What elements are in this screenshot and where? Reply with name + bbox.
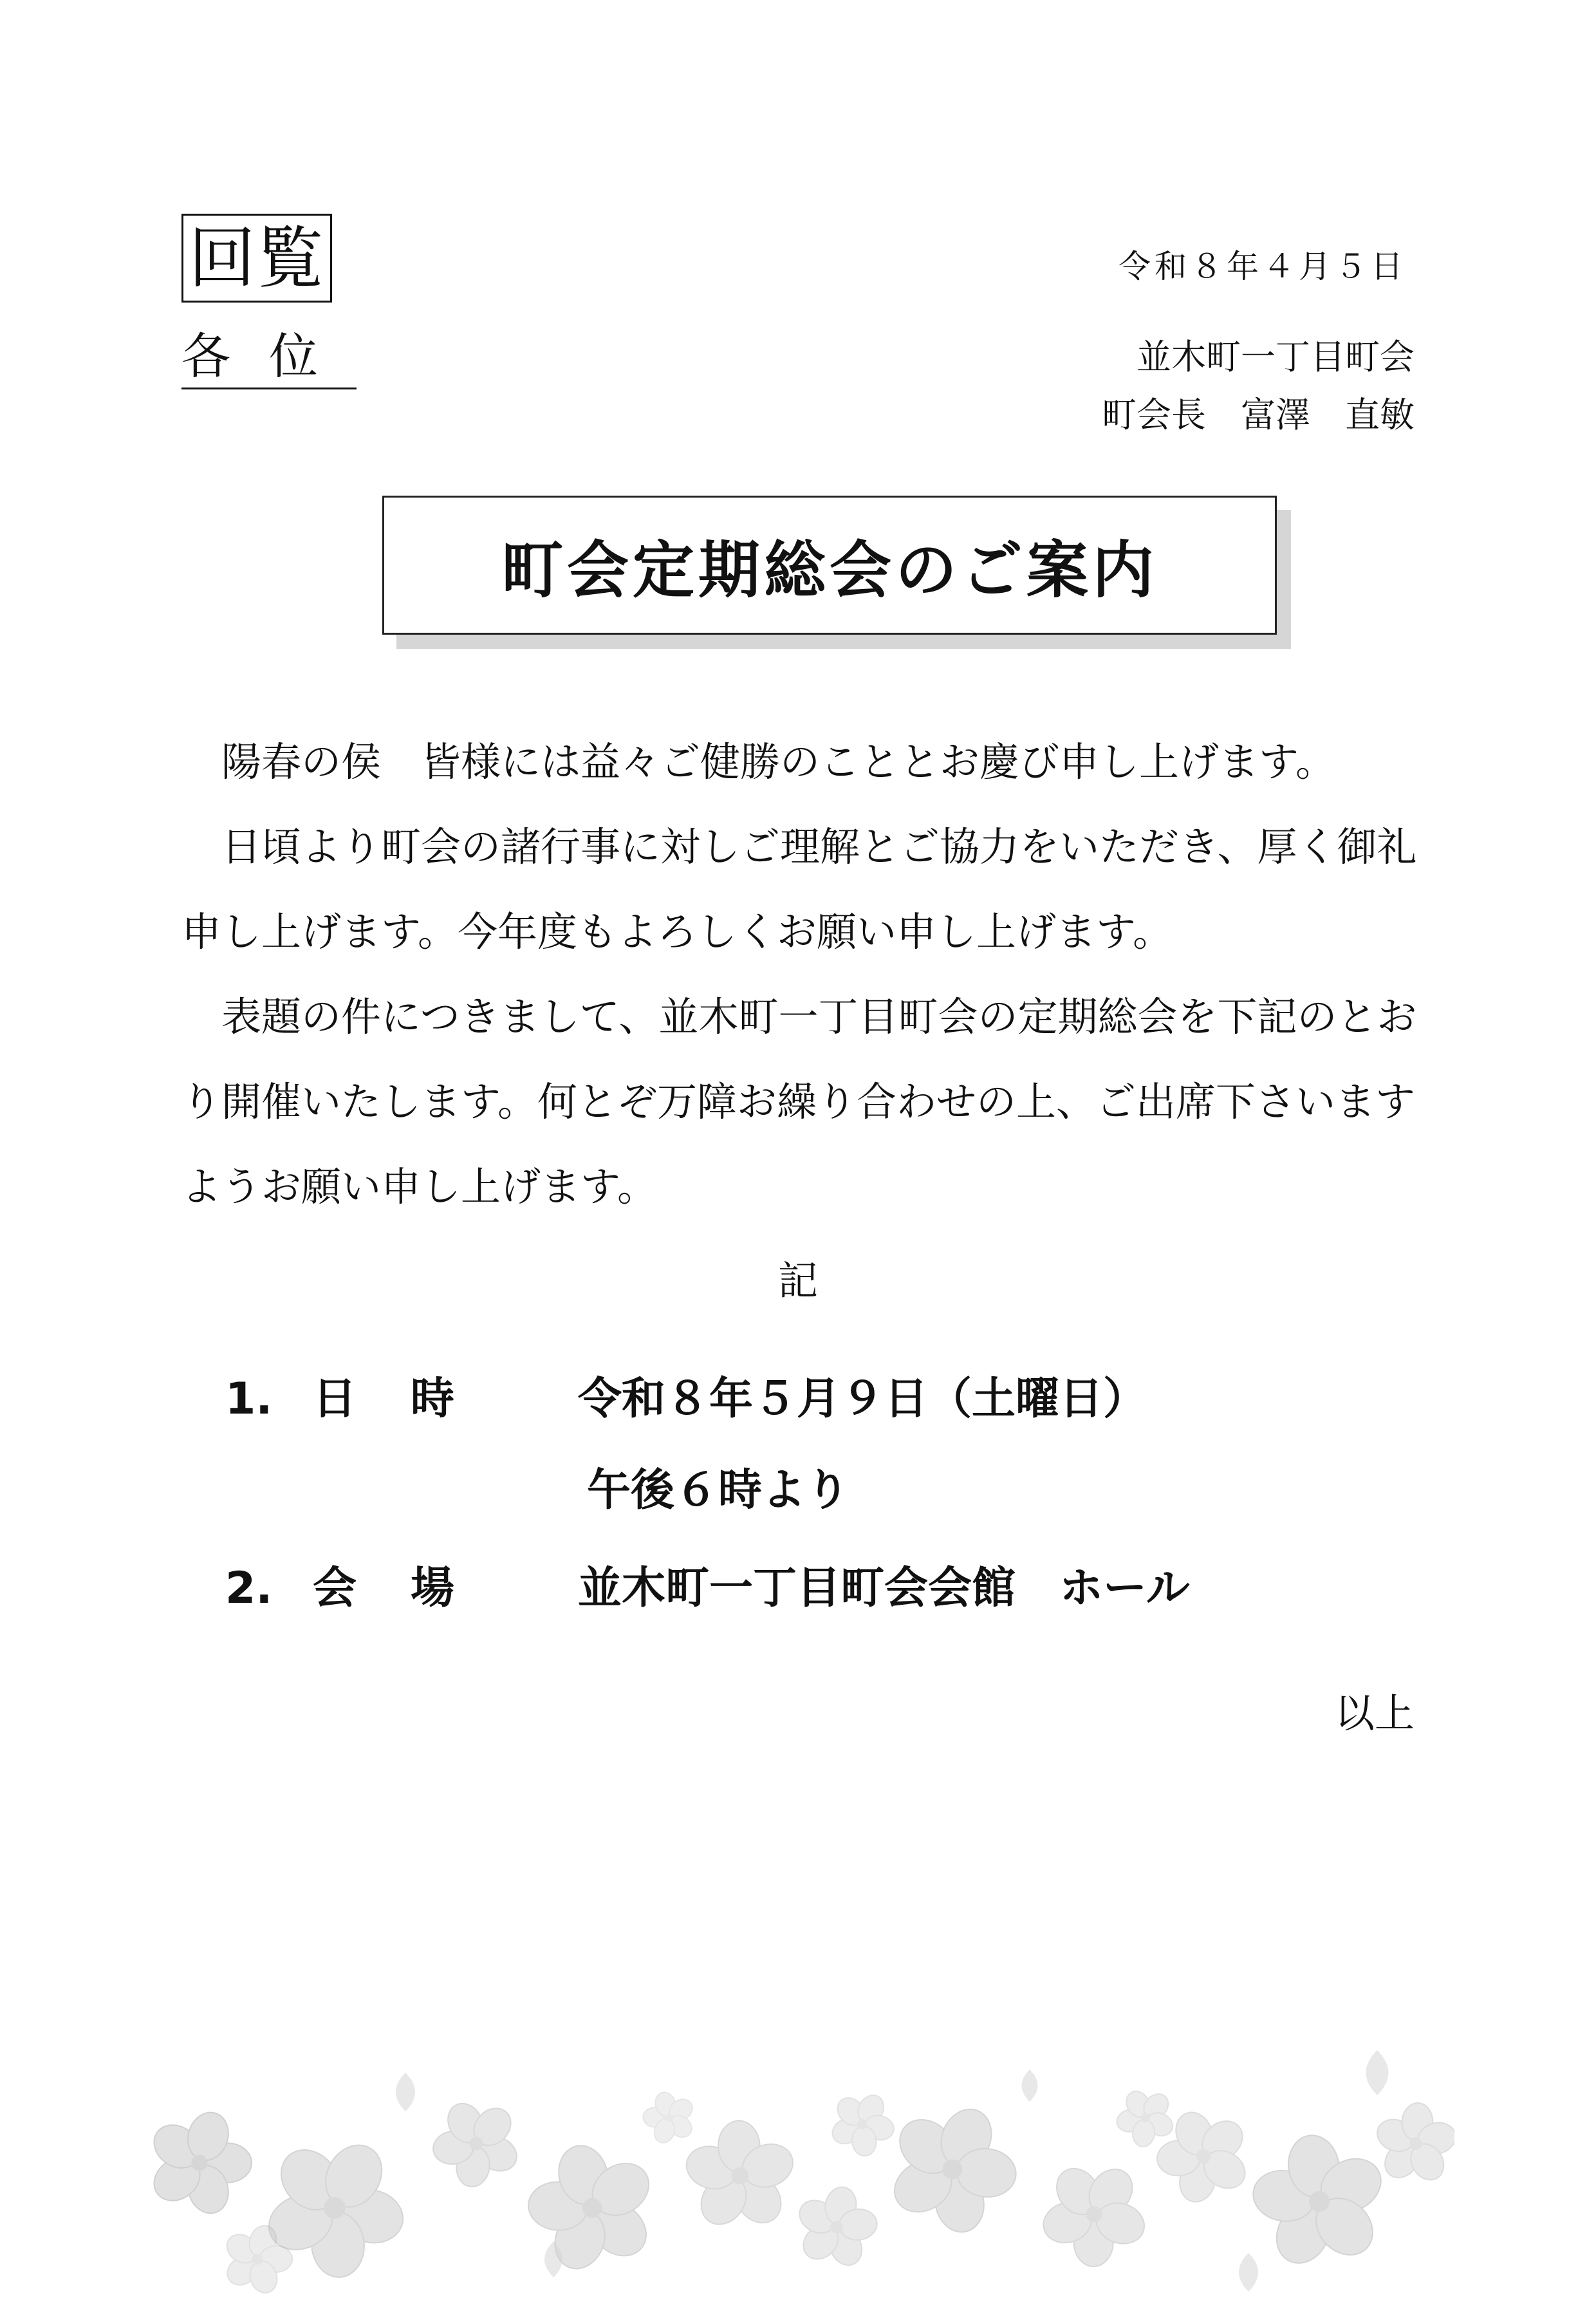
paragraph-thanks: 日頃より町会の諸行事に対しご理解とご協力をいただき、厚く御礼申し上げます。今年度もよろしくお願い申し上げます。 bbox=[181, 823, 1417, 955]
organization-name: 並木町一丁目町会 bbox=[1137, 337, 1415, 377]
president-name: 町会長 富澤 直敏 bbox=[1102, 395, 1415, 435]
blossom-12 bbox=[828, 2091, 896, 2157]
leaf-1 bbox=[1022, 2069, 1038, 2102]
blossom-6 bbox=[886, 2101, 1019, 2236]
closing-word: 以上 bbox=[1334, 1690, 1415, 1737]
document-title: 町会定期総会のご案内 bbox=[501, 534, 1158, 606]
blossom-13 bbox=[1115, 2087, 1176, 2147]
blossom-14 bbox=[643, 2090, 696, 2145]
blossom-5 bbox=[793, 2185, 878, 2271]
circulation-stamp: 回覧 bbox=[181, 214, 332, 303]
item-1-time: 午後６時より bbox=[587, 1465, 850, 1516]
item-2-value: 並木町一丁目町会会館 ホール bbox=[578, 1563, 1190, 1614]
item-1-label: 日時 bbox=[313, 1374, 509, 1425]
blossom-9 bbox=[1250, 2132, 1390, 2272]
title-box bbox=[382, 496, 1277, 635]
ki-heading: 記 bbox=[777, 1257, 818, 1304]
item-2-label: 会場 bbox=[313, 1563, 509, 1614]
item-1-number: 1. bbox=[225, 1374, 273, 1425]
blossom-10 bbox=[1373, 2102, 1454, 2186]
cherry-blossom-decoration bbox=[142, 2015, 1454, 2298]
paragraph-greeting: 陽春の侯 皆様には益々ご健勝のこととお慶び申し上げます。 bbox=[221, 738, 1336, 785]
leaf-2 bbox=[1366, 2050, 1389, 2095]
paragraph-announcement: 表題の件につきまして、並木町一丁目町会の定期総会を下記のとおり開催いたします。何とぞ万障お繰り合わせの上、ご出席下さいますようお願い申し上げます。 bbox=[181, 993, 1417, 1210]
blossom-2 bbox=[431, 2097, 523, 2189]
item-2-number: 2. bbox=[225, 1563, 273, 1614]
addressee: 各位 bbox=[181, 326, 357, 389]
leaf-4 bbox=[1239, 2253, 1258, 2292]
blossom-7 bbox=[1039, 2160, 1150, 2266]
issue-date: 令和８年４月５日 bbox=[1118, 248, 1407, 285]
blossom-4 bbox=[682, 2120, 799, 2233]
body-text bbox=[181, 720, 1420, 1229]
item-1-value: 令和８年５月９日（土曜日） bbox=[578, 1374, 1147, 1425]
blossom-0 bbox=[145, 2107, 252, 2219]
sender-block bbox=[1102, 328, 1415, 444]
leaf-0 bbox=[396, 2073, 415, 2111]
